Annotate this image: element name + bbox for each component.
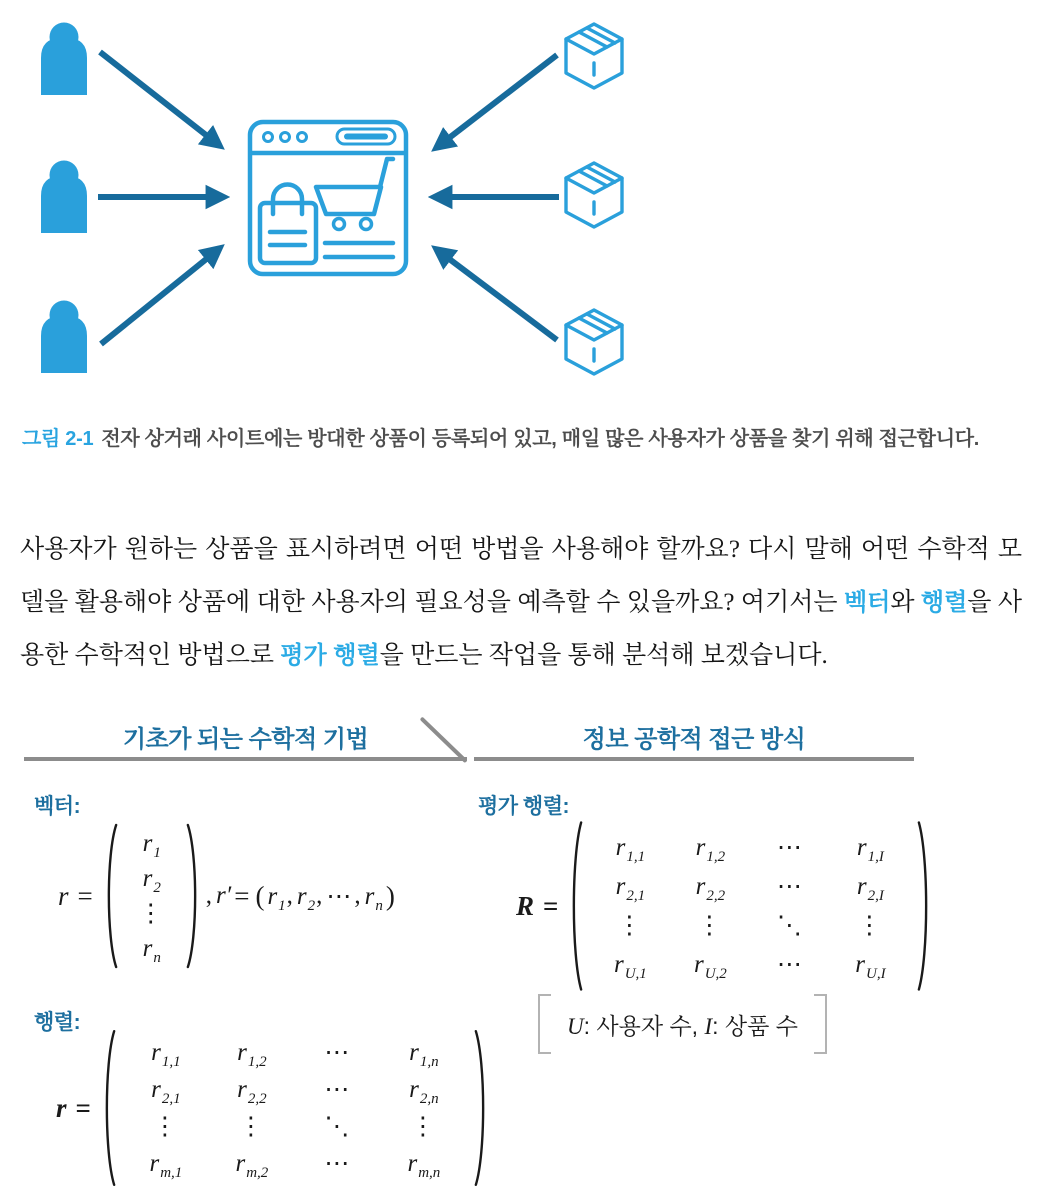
paragraph-text: 을 만드는 작업을 통해 분석해 보겠습니다. [379,642,828,669]
vector-equation [58,820,398,972]
bracket-left [538,994,551,1054]
header-rule-right [474,757,914,761]
legend-text: U: 사용자 수, I: 상품 수 [567,1012,798,1039]
row-vector-cells: $r_1$ , $r_2$ , ⋯ , $r_n$ [267,882,383,914]
user-icon [41,23,87,96]
ecommerce-site-icon [250,122,406,274]
paren-left [568,819,584,993]
cart-basket [316,187,381,214]
vector-label: 벡터: [34,795,81,818]
rating-matrix-lhs: R = [516,890,559,921]
matrix-lhs: r = [56,1092,91,1123]
row-vector-expression: , r′ = ( $r_1$ , $r_2$ , ⋯ , $r_n$ ) [205,880,395,914]
vector-lhs: r = [58,880,93,911]
matrix-dimension-legend [538,992,827,1056]
figure-diagram [0,0,1038,410]
highlight-vector: 벡터 [843,589,891,616]
figure-caption-label: 그림 2-1 [22,428,94,450]
table-header-right: 정보 공학적 접근 방식 [582,726,806,753]
header-rule-left [24,757,467,761]
row-vector-lhs: r′ [216,882,232,909]
paren-right [473,1028,489,1188]
bag-handle [273,185,302,215]
package-box-icon [566,163,622,227]
paren-left [101,1028,117,1188]
highlight-rating-matrix: 평가 행렬 [280,642,380,669]
paragraph-text: 와 [890,589,921,616]
user-icon [41,301,87,374]
matrix-equation [56,1026,489,1190]
paren-right [185,822,201,970]
paragraph-text: 을 사용한 수학적인 방법으로 [20,589,1023,669]
cart-handle [380,159,393,187]
package-box-icon [566,310,622,374]
table-header-left: 기초가 되는 수학적 기법 [122,726,369,753]
arrow [98,52,224,344]
column-vector-cells: $r_1$ $r_2$ ⋮ $r_n$ [138,830,166,966]
body-paragraph [20,523,1022,682]
matrix-label: 행렬: [34,1011,81,1034]
paren-right [916,819,932,993]
arrow [434,55,559,340]
package-box-icon [566,24,622,88]
rating-matrix-cells: $r_{1,1}$ $r_{1,2}$ ⋯ $r_{1,I}$ $r_{2,1}$ $r_{2,2}$ ⋯ $r_{2,I}$ ⋮ ⋮ ⋱ ⋮ $r_{U,1}$ $r_{U,2}$ ⋯ $r_{U,I}$ [613,834,886,982]
matrix-cells: $r_{1,1}$ $r_{1,2}$ ⋯ $r_{1,n}$ $r_{2,1}$ $r_{2,2}$ ⋯ $r_{2,n}$ ⋮ ⋮ ⋱ ⋮ $r_{m,1}$ $r_{m,2}$ ⋯ $r_{m,n}$ [149,1039,441,1181]
figure-caption [22,426,1026,452]
rating-matrix-label: 평가 행렬: [478,795,569,818]
figure-caption-text: 전자 상거래 사이트에는 방대한 상품이 등록되어 있고, 매일 많은 사용자가 상품을 찾기 위해 접근합니다. [101,428,980,450]
user-icon [41,161,87,234]
highlight-matrix: 행렬 [920,589,968,616]
paren-left [103,822,119,970]
bracket-right [814,994,827,1054]
rating-matrix-equation [516,818,932,994]
paragraph-text: 사용자가 원하는 상품을 표시하려면 어떤 방법을 사용해야 할까요? 다시 말해 어떤 수학적 모델을 활용해야 상품에 대한 사용자의 필요성을 예측할 수 있을까요? 여기서는 [20,536,1022,616]
